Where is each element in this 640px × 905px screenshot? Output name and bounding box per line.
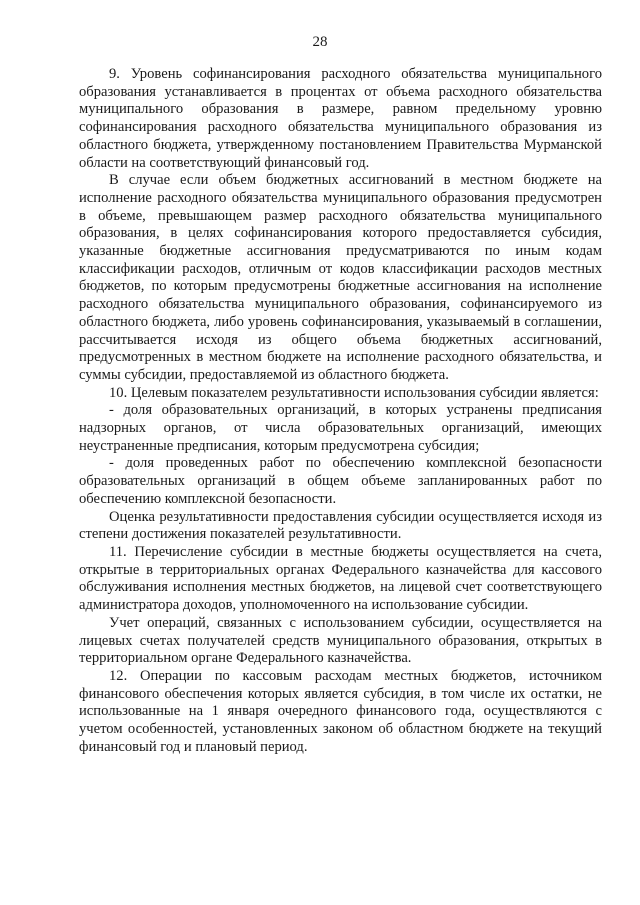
page-number: 28 [312,34,328,50]
paragraph-operations-accounting: Учет операций, связанных с использованием субсидии, осуществляется на лицевых счетах получателей средств муниципального образования, открытых в территориальном органе Федерального казначейства. [79,614,602,667]
paragraph-item-12: 12. Операции по кассовым расходам местных бюджетов, источником финансового обеспечения которых является субсидия, в том числе их остатки, не использованные на 1 января очередного финансового года, осуществляются с учетом особенностей, установленных законом об областном бюджете на текущий финансовый год и плановый период. [79,667,602,755]
document-body [79,66,602,756]
list-item-indicator-1: - доля образовательных организаций, в которых устранены предписания надзорных органов, от числа образовательных организаций, имеющих неустраненные предписания, которым предусмотрена субсидия; [79,402,602,454]
paragraph-budget-allocations: В случае если объем бюджетных ассигнований в местном бюджете на исполнение расходного обязательства муниципального образования предусмотрен в объеме, превышающем размер расходного обязательства муниципального образования, в целях софинансирования которого предоставляется субсидия, указанные бюджетные ассигнования предусматриваются по иным кодам классификации расходов, отличным от кодов классификации расходов местных бюджетов, по которым предусмотрены бюджетные ассигнования на исполнение расходного обязательства муниципального образования, софинансируемого из областного бюджета, либо уровень софинансирования, указываемый в соглашении, рассчитывается исходя из общего объема бюджетных ассигнований, предусмотренных в местном бюджете на исполнение расходного обязательства, и суммы субсидии, предоставляемой из областного бюджета. [79,172,602,383]
paragraph-item-11: 11. Перечисление субсидии в местные бюджеты осуществляется на счета, открытые в территориальных органах Федерального казначейства для кассового обслуживания исполнения местных бюджетов, на лицевой счет соответствующего администратора доходов, уполномоченного на использование субсидии. [79,543,602,614]
paragraph-effectiveness-assessment: Оценка результативности предоставления субсидии осуществляется исходя из степени достижения показателей результативности. [79,508,602,543]
paragraph-item-9: 9. Уровень софинансирования расходного обязательства муниципального образования устанавливается в процентах от объема расходного обязательства муниципального образования в размере, равном предельному уровню софинансирования расходного обязательства муниципального образования из областного бюджета, утвержденному постановлением Правительства Мурманской области на соответствующий финансовый год. [79,66,602,171]
list-item-indicator-2: - доля проведенных работ по обеспечению комплексной безопасности образовательных организаций в общем объеме запланированных работ по обеспечению комплексной безопасности. [79,455,602,507]
paragraph-item-10: 10. Целевым показателем результативности использования субсидии является: [109,384,599,401]
